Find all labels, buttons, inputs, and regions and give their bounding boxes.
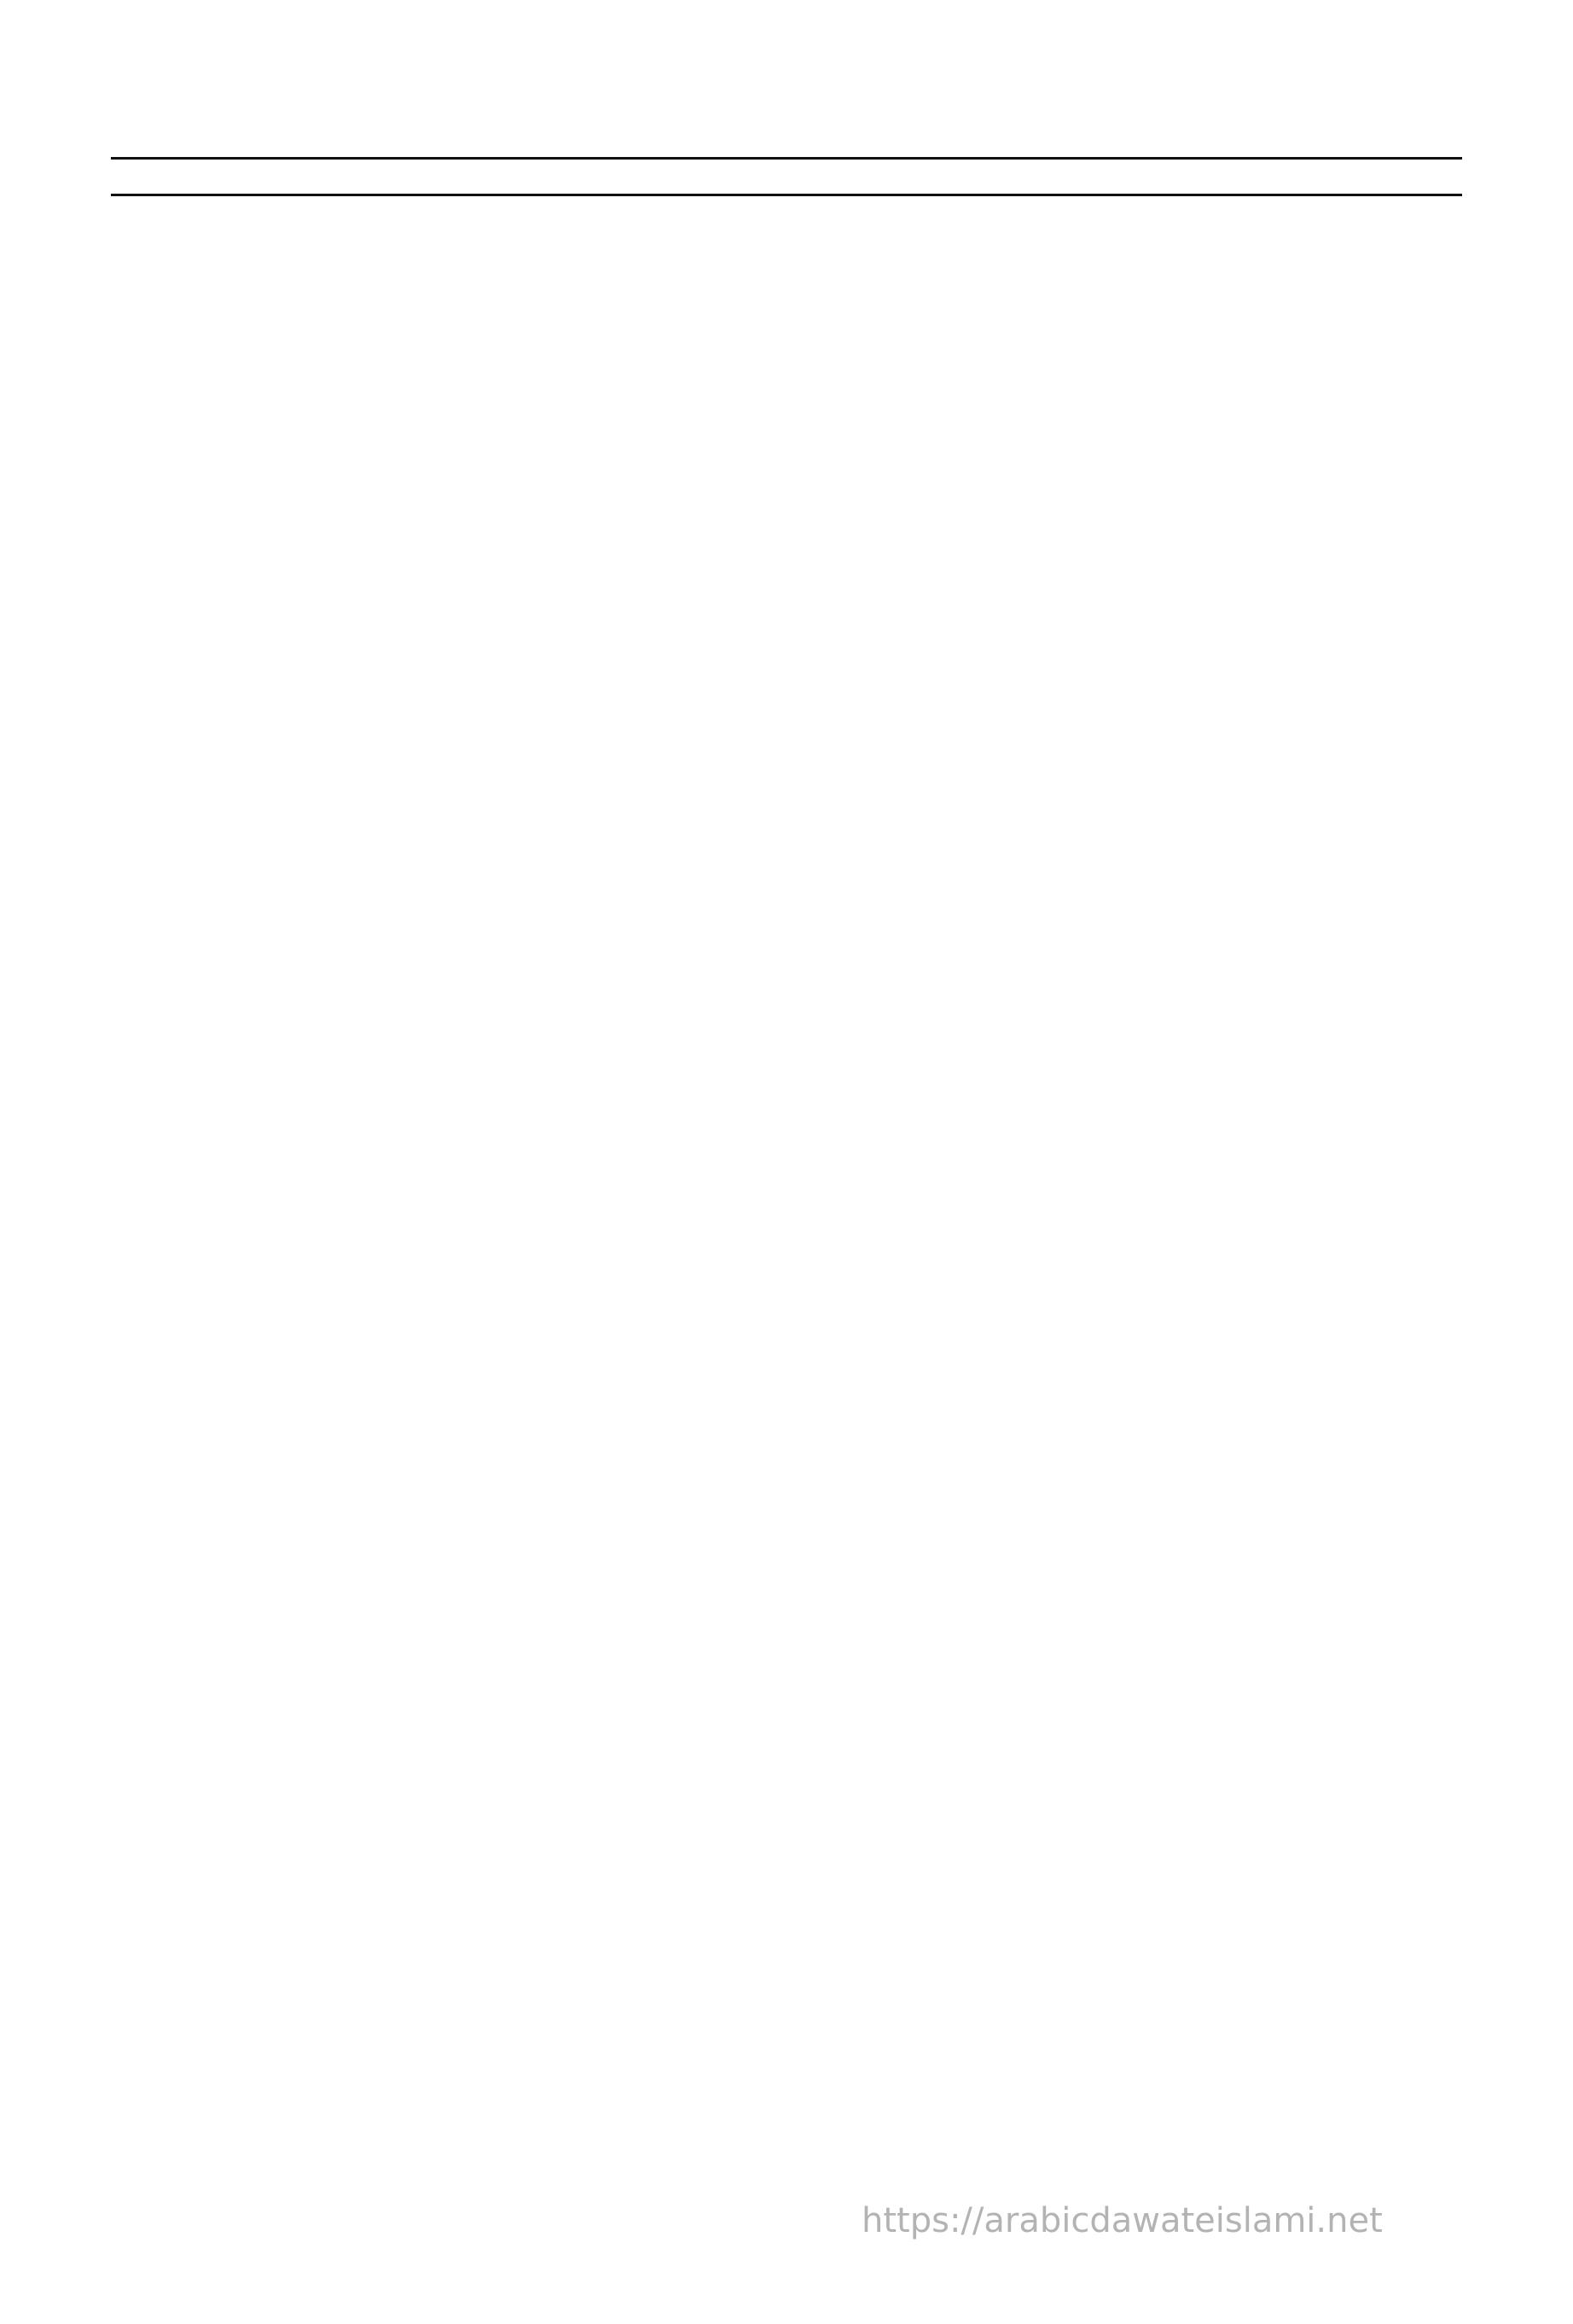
footnote-separator xyxy=(111,194,1462,196)
running-header xyxy=(111,51,1462,160)
watermark-url: https://arabicdawateislami.net xyxy=(862,2201,1383,2240)
page xyxy=(111,51,1462,2273)
